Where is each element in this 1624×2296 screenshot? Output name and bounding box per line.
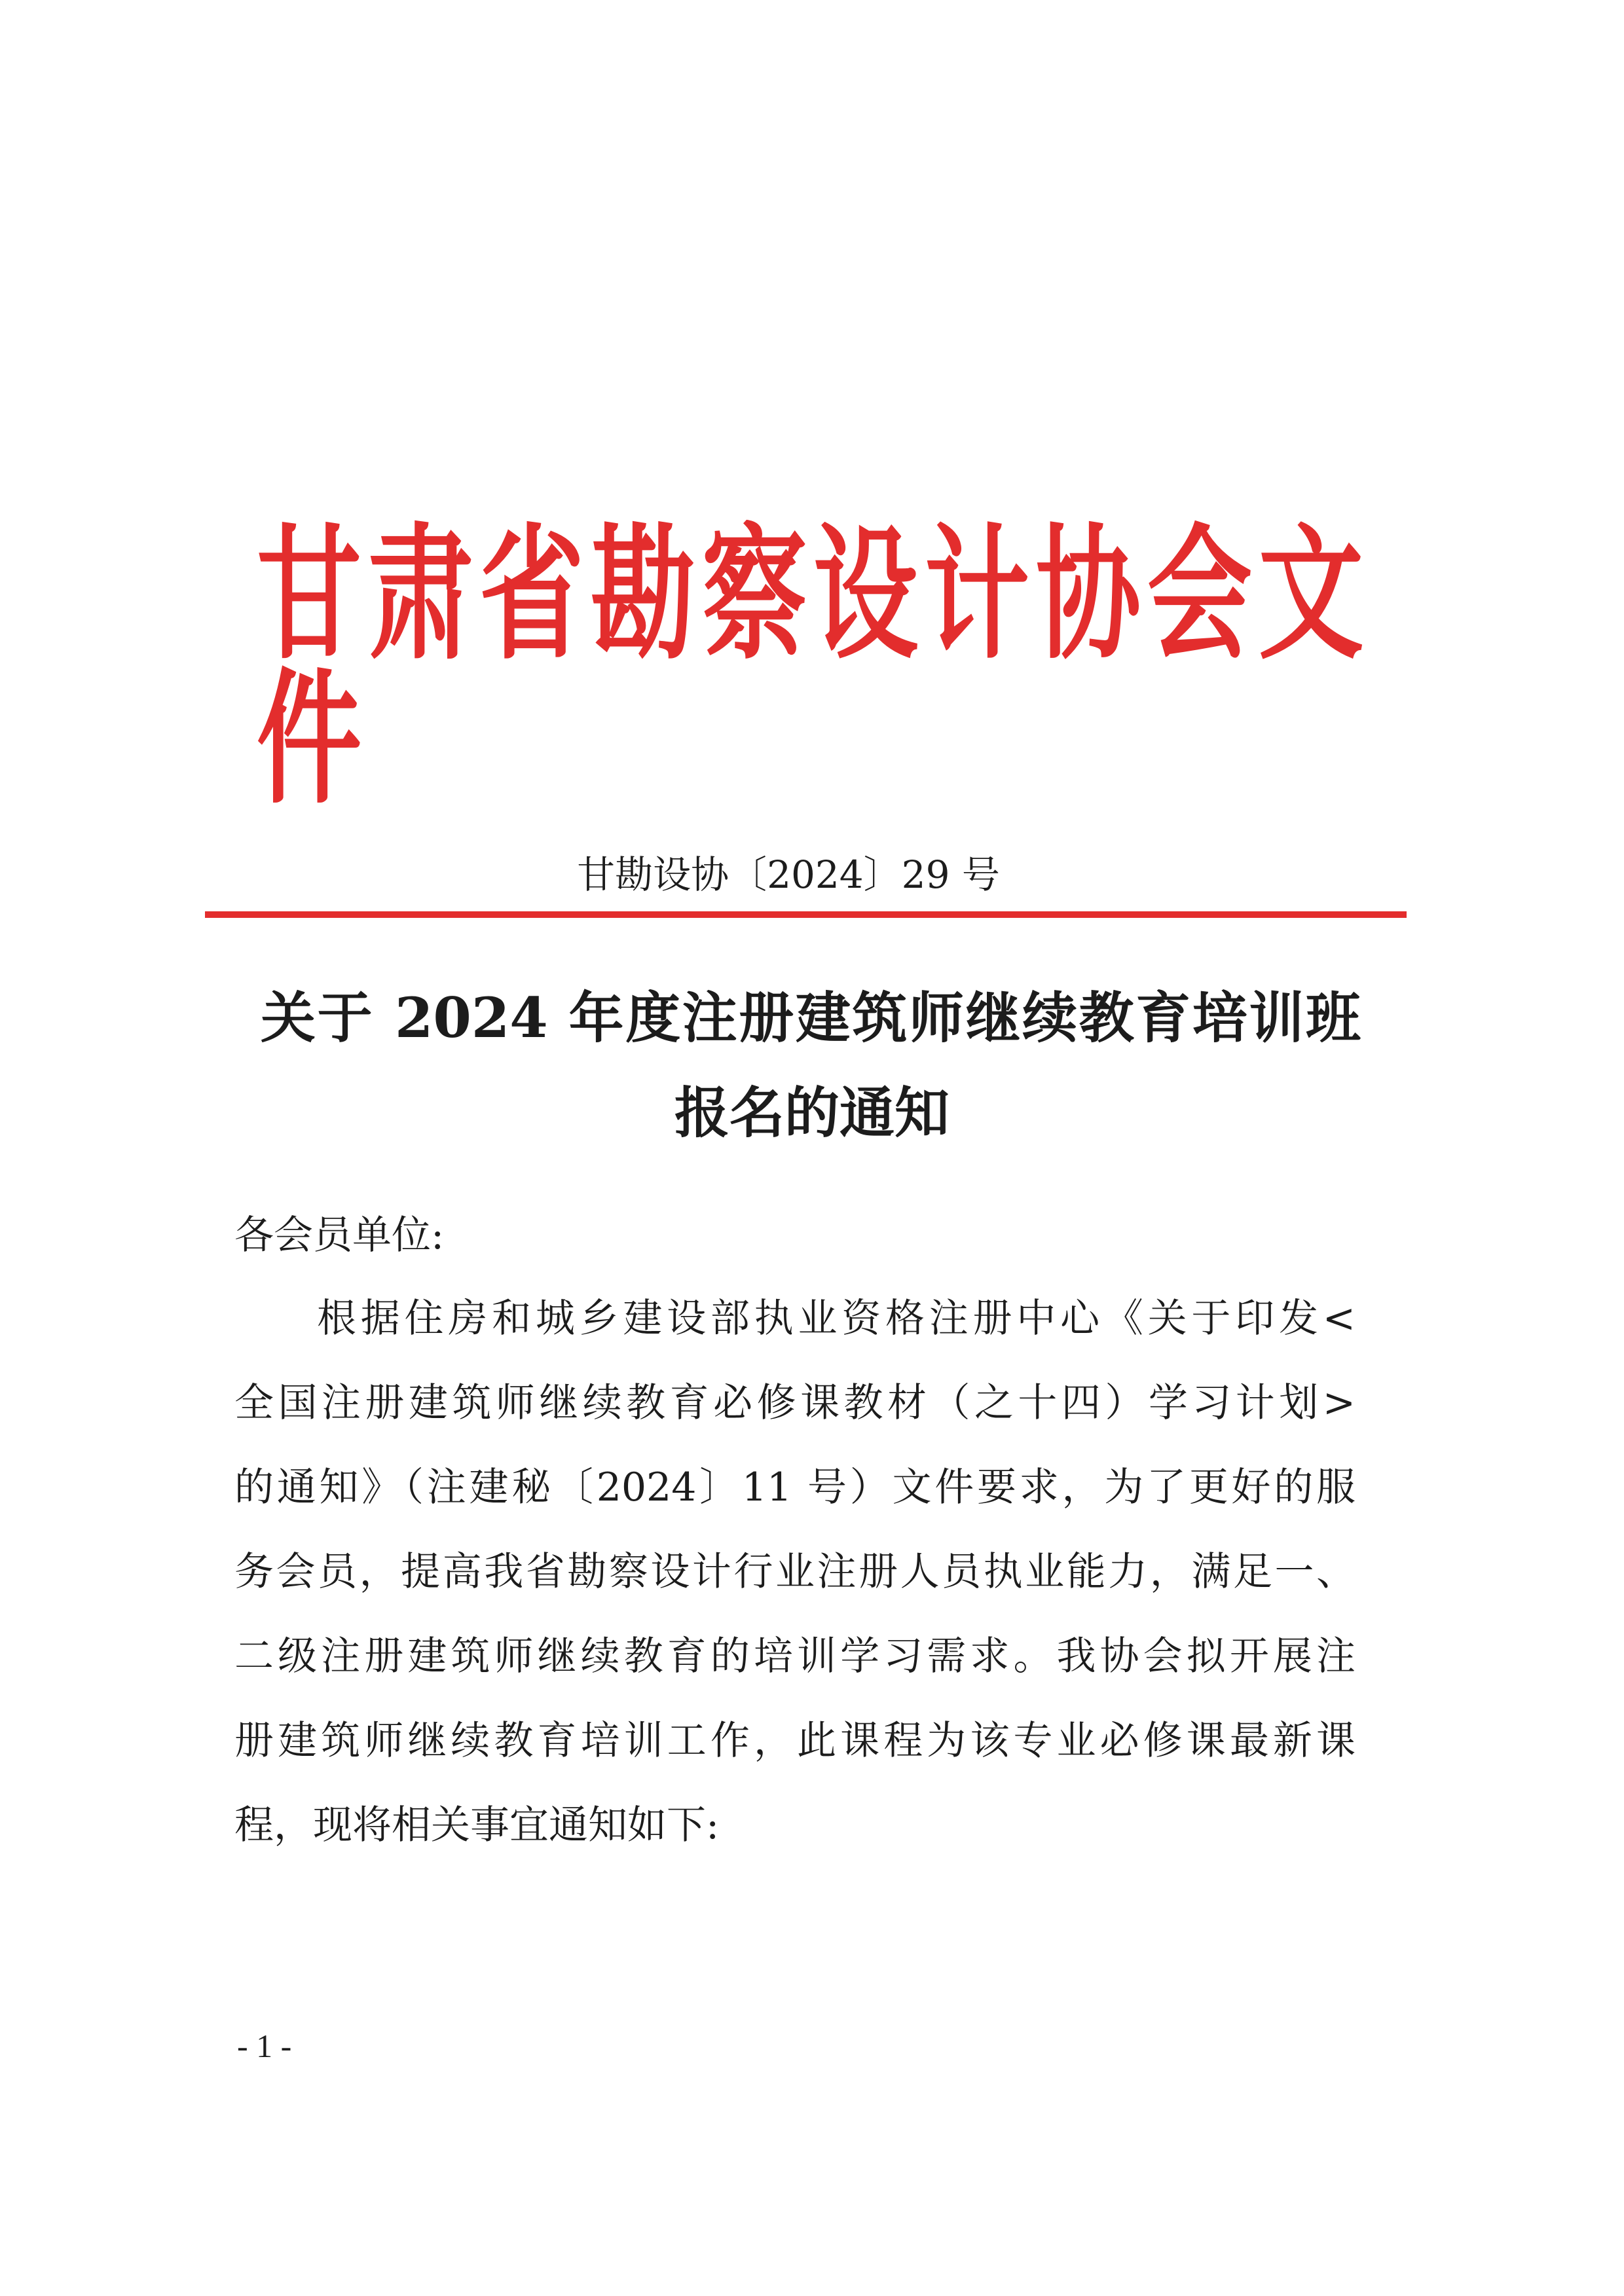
body-line: 的通知》（注建秘〔2024〕11 号）文件要求，为了更好的服 <box>234 1465 1356 1510</box>
body-line: 程，现将相关事宜通知如下: <box>234 1802 720 1848</box>
body-line: 全国注册建筑师继续教育必修课教材（之十四）学习计划> <box>234 1380 1356 1426</box>
red-divider-rule <box>205 911 1407 918</box>
body-line: 二级注册建筑师继续教育的培训学习需求。我协会拟开展注 <box>234 1633 1356 1679</box>
masthead-title: 甘肃省勘察设计协会文件 <box>257 509 1363 824</box>
notice-title-line-1: 关于 2024 年度注册建筑师继续教育培训班 <box>261 985 1361 1050</box>
document-number: 甘勘设协〔2024〕29 号 <box>577 852 1000 897</box>
body-paragraph <box>234 1277 1356 1868</box>
page-number: - 1 - <box>237 2028 292 2064</box>
body-line: 册建筑师继续教育培训工作，此课程为该专业必修课最新课 <box>234 1718 1356 1764</box>
salutation: 各会员单位: <box>234 1212 445 1258</box>
notice-title-line-2: 报名的通知 <box>674 1080 950 1145</box>
body-line: 务会员，提高我省勘察设计行业注册人员执业能力，满足一、 <box>234 1549 1356 1595</box>
body-line: 根据住房和城乡建设部执业资格注册中心《关于印发< <box>317 1296 1356 1341</box>
